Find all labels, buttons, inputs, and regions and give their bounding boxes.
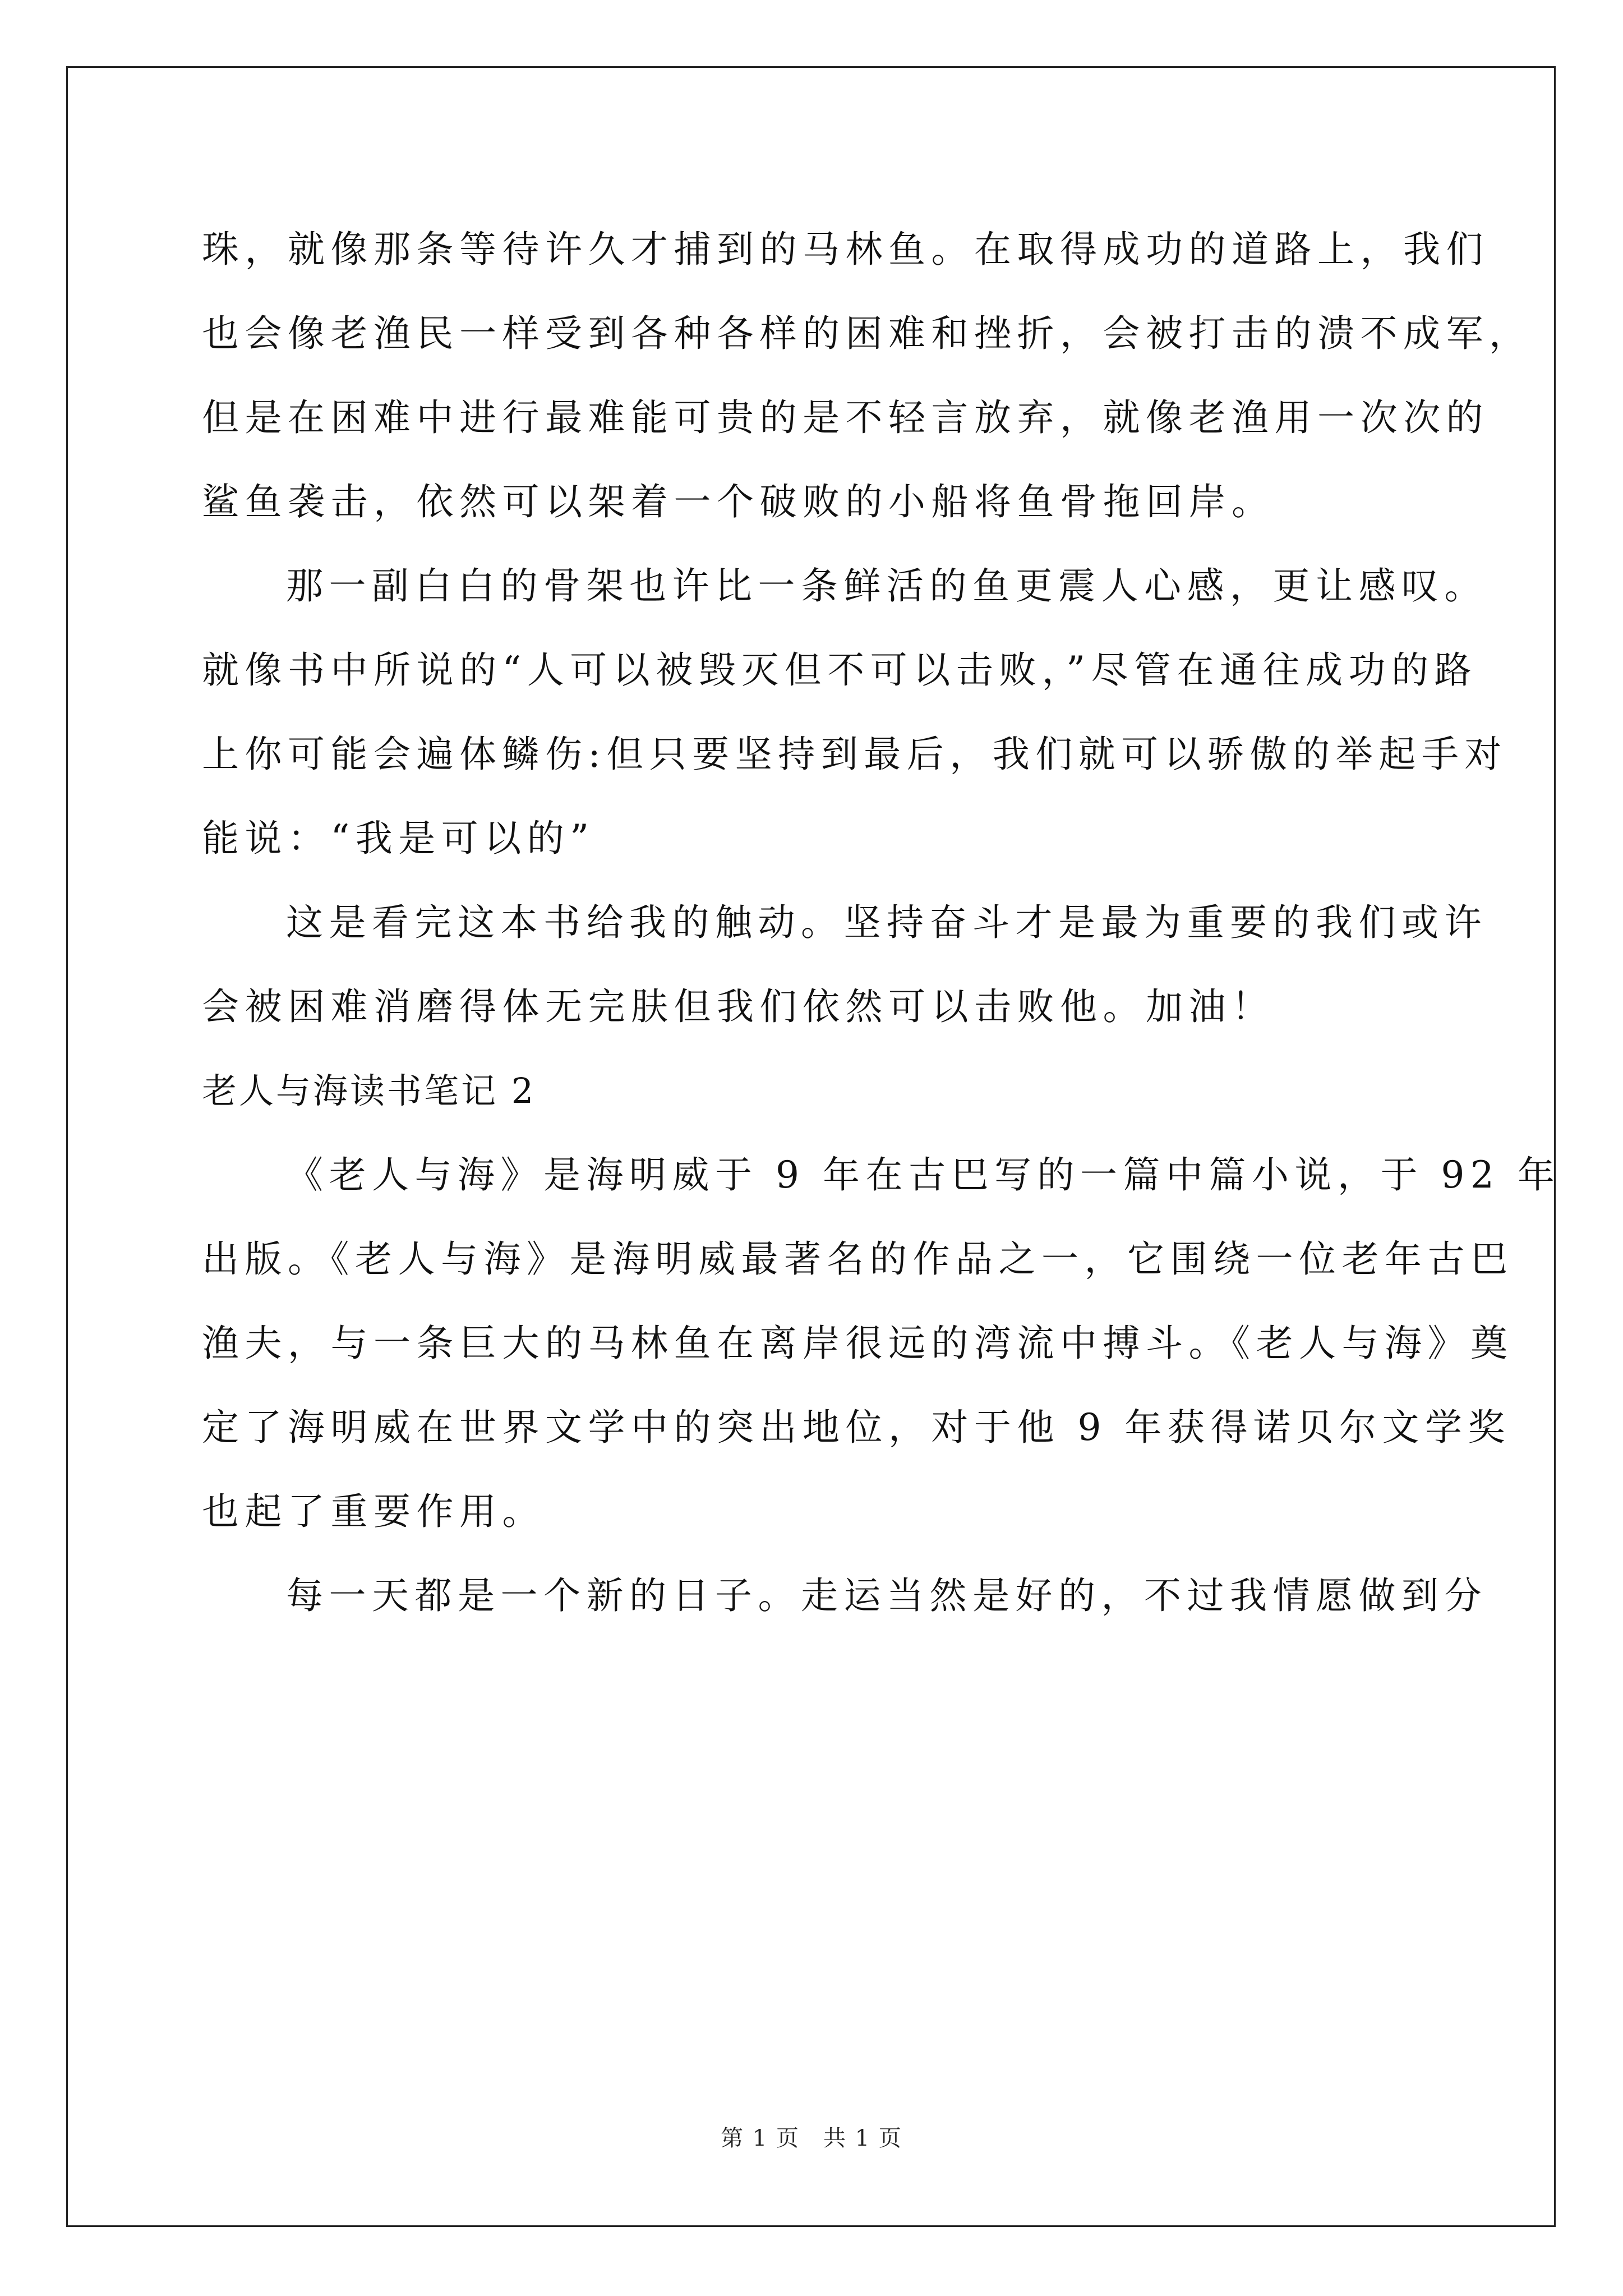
text-line-15: 定了海明威在世界文学中的突出地位，对于他 9 年获得诺贝尔文学奖: [202, 1406, 1511, 1449]
text-line-14: 渔夫，与一条巨大的马林鱼在离岸很远的湾流中搏斗。《老人与海》奠: [202, 1322, 1514, 1365]
text-line-17: 每一天都是一个新的日子。走运当然是好的，不过我情愿做到分: [286, 1574, 1487, 1617]
page-footer: 第 1 页 共 1 页: [721, 2125, 902, 2151]
text-line-4: 鲨鱼袭击，依然可以架着一个破败的小船将鱼骨拖回岸。: [202, 480, 1275, 523]
text-line-7: 上你可能会遍体鳞伤:但只要坚持到最后，我们就可以骄傲的举起手对: [202, 733, 1507, 776]
text-line-2: 也会像老渔民一样受到各种各样的困难和挫折，会被打击的溃不成军，: [202, 312, 1532, 355]
text-line-16: 也起了重要作用。: [202, 1490, 545, 1533]
text-line-5: 那一副白白的骨架也许比一条鲜活的鱼更震人心感，更让感叹。: [286, 564, 1487, 608]
text-line-12: 《老人与海》是海明威于 9 年在古巴写的一篇中篇小说，于 92 年: [286, 1153, 1561, 1197]
section-heading: 老人与海读书笔记 2: [202, 1070, 536, 1111]
text-line-13: 出版。《老人与海》是海明威最著名的作品之一，它围绕一位老年古巴: [202, 1237, 1514, 1281]
text-line-8: 能说：“我是可以的”: [202, 817, 595, 860]
text-line-10: 会被困难消磨得体无完肤但我们依然可以击败他。加油！: [202, 985, 1275, 1028]
text-line-1: 珠，就像那条等待许久才捕到的马林鱼。在取得成功的道路上，我们: [202, 228, 1489, 271]
text-line-9: 这是看完这本书给我的触动。坚持奋斗才是最为重要的我们或许: [286, 901, 1487, 944]
document-body: [202, 208, 1561, 1638]
text-line-3: 但是在困难中进行最难能可贵的是不轻言放弃，就像老渔用一次次的: [202, 396, 1489, 439]
text-line-6: 就像书中所说的“人可以被毁灭但不可以击败，”尽管在通往成功的路: [202, 648, 1477, 692]
